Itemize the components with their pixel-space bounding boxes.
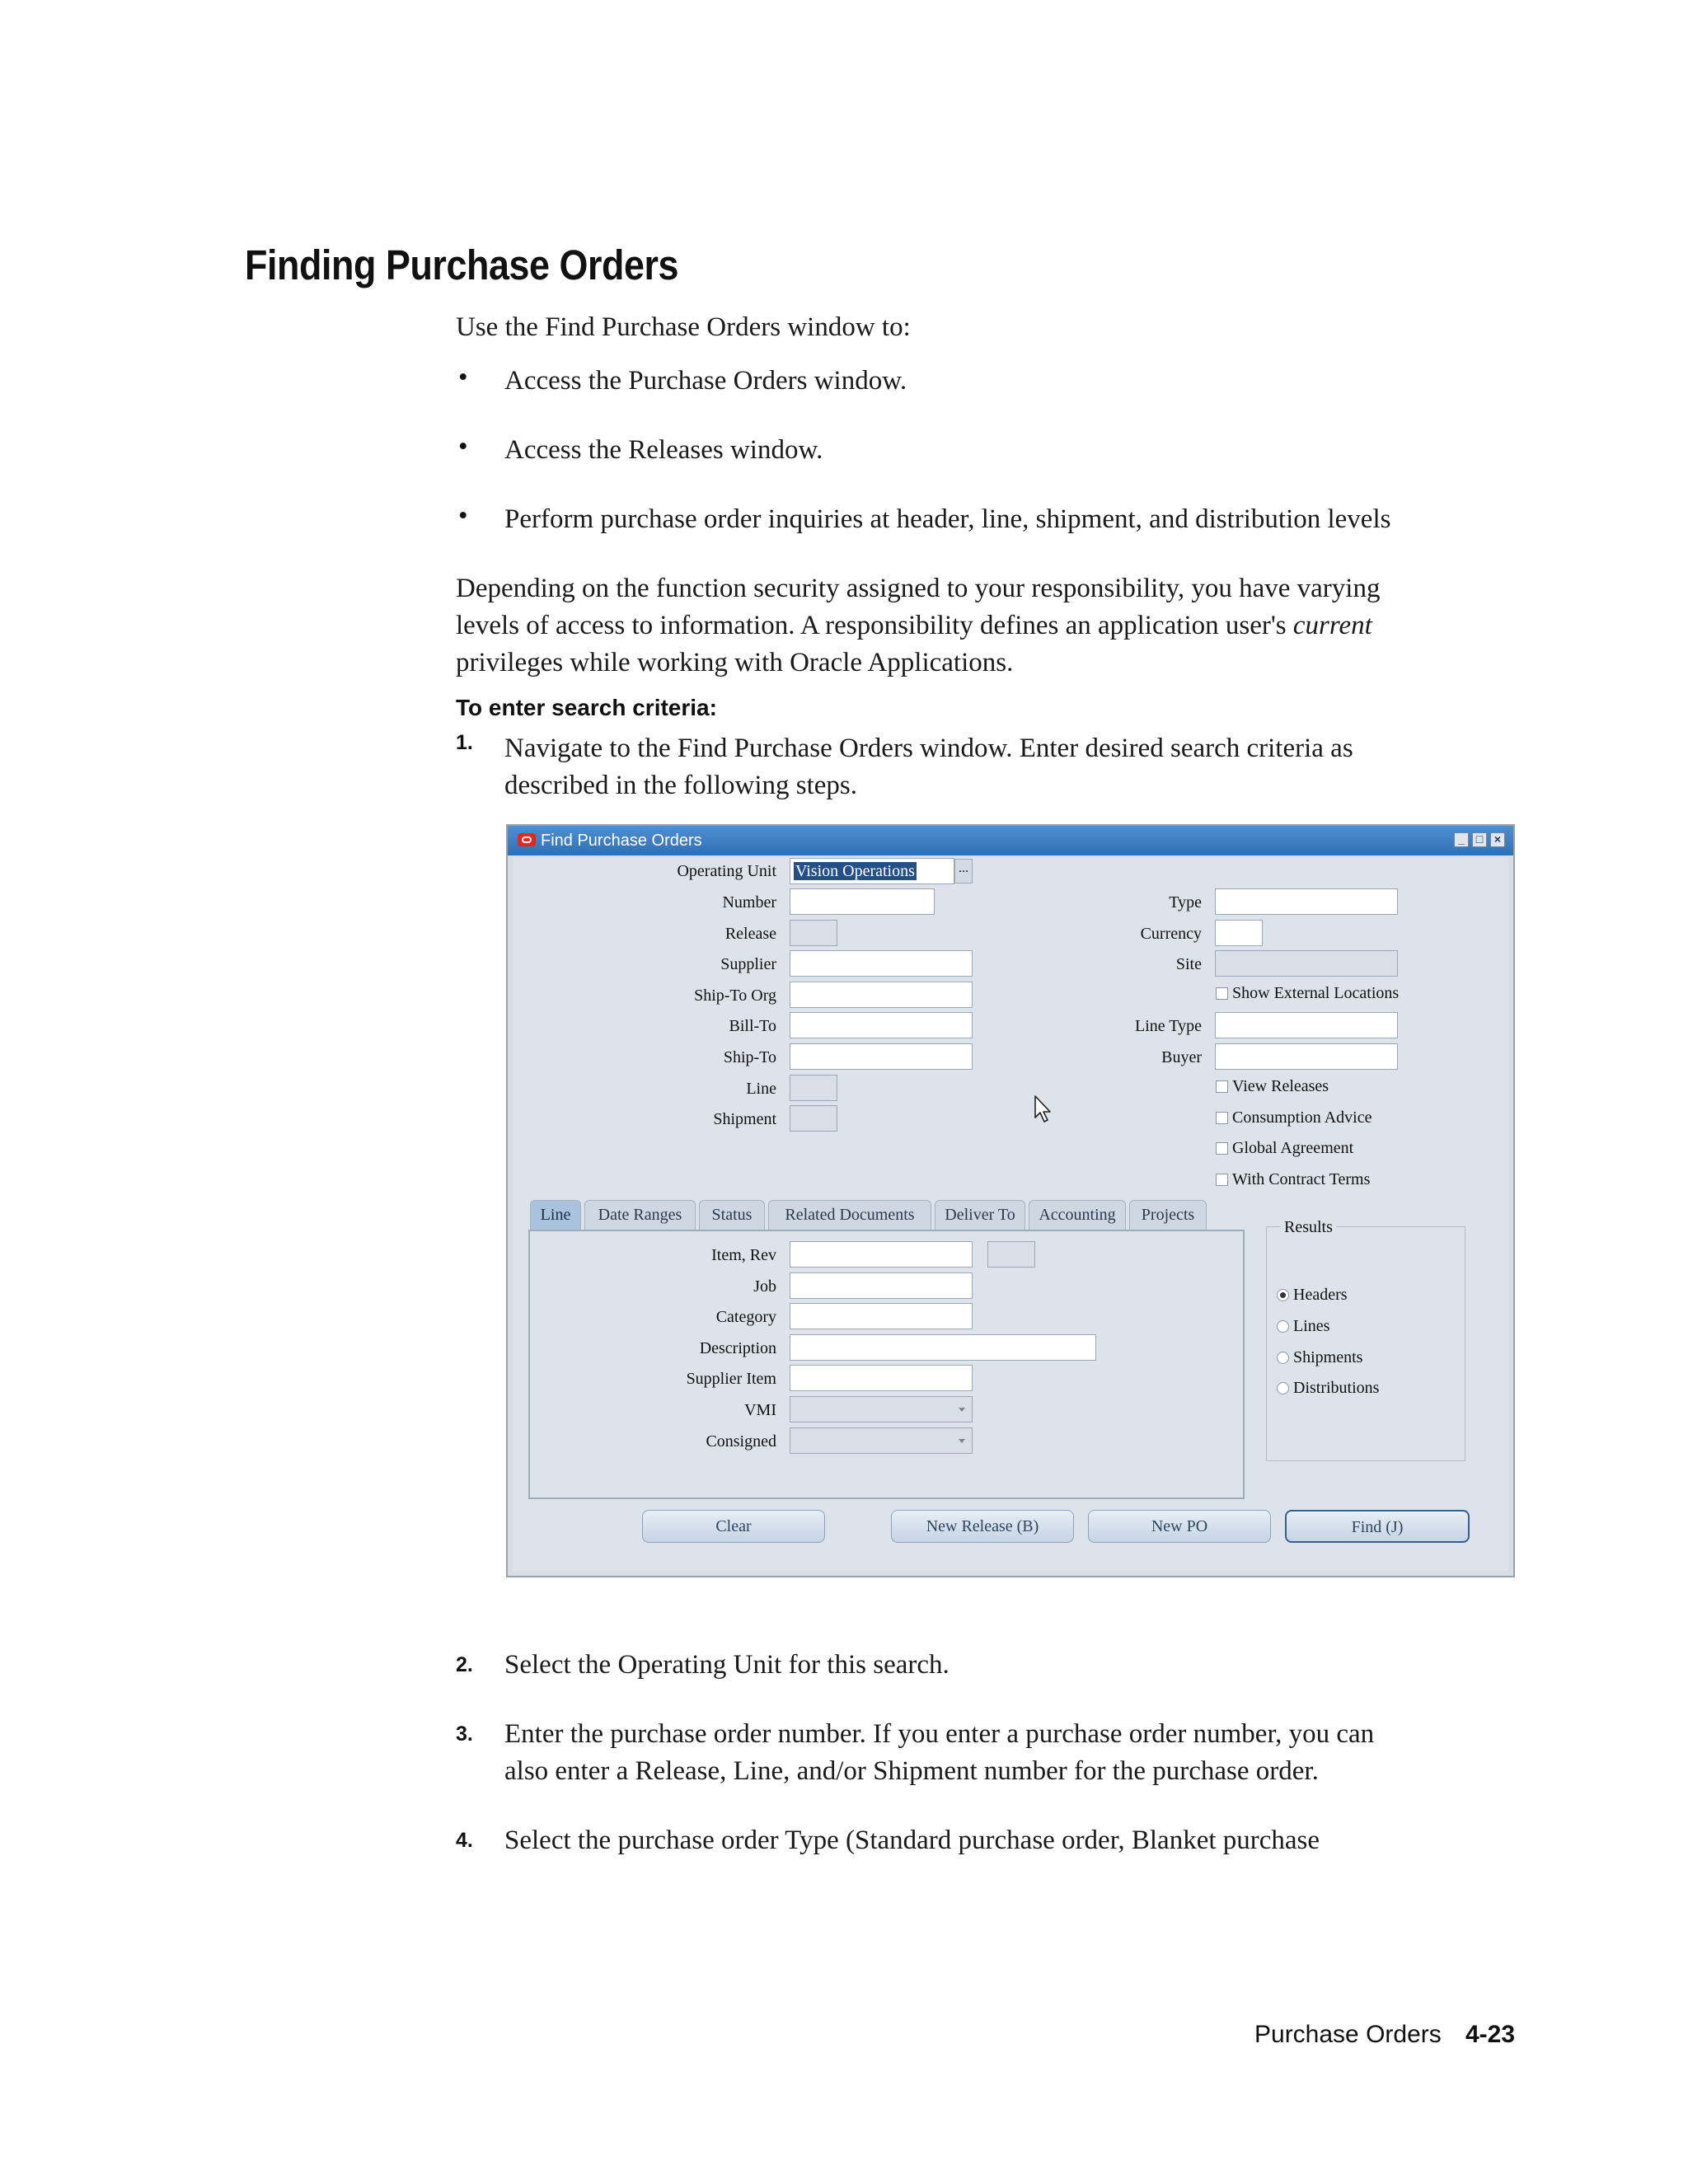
item-field[interactable]: [790, 1241, 973, 1268]
operating-unit-field[interactable]: Vision Operations: [790, 858, 954, 884]
description-label: Description: [699, 1339, 776, 1357]
line-field[interactable]: [790, 1075, 837, 1101]
chevron-down-icon[interactable]: [956, 1404, 968, 1415]
vmi-label: VMI: [744, 1401, 776, 1419]
window-title: Find Purchase Orders: [541, 832, 702, 850]
supplier-item-field[interactable]: [790, 1365, 973, 1391]
page-heading: Finding Purchase Orders: [245, 241, 679, 288]
access-paragraph-line1: Depending on the function security assigned to your responsibility, you have varying: [456, 574, 1381, 603]
new-release-button[interactable]: New Release (B): [891, 1510, 1074, 1543]
view-releases-checkbox[interactable]: [1216, 1080, 1228, 1093]
global-agreement-label: Global Agreement: [1232, 1139, 1354, 1157]
buyer-label: Buyer: [1161, 1048, 1202, 1066]
intro-text: Use the Find Purchase Orders window to:: [456, 312, 911, 342]
clear-button[interactable]: Clear: [642, 1510, 825, 1543]
results-lines-radio[interactable]: [1277, 1320, 1289, 1333]
line-type-field[interactable]: [1215, 1012, 1398, 1038]
consumption-advice-label: Consumption Advice: [1232, 1108, 1372, 1127]
ship-to-org-label: Ship-To Org: [694, 987, 776, 1005]
supplier-item-label: Supplier Item: [686, 1370, 776, 1388]
buyer-field[interactable]: [1215, 1043, 1398, 1070]
tab-deliver-to[interactable]: Deliver To: [935, 1200, 1025, 1230]
tab-line[interactable]: Line: [530, 1200, 581, 1230]
job-field[interactable]: [790, 1272, 973, 1299]
emphasis-current: current: [1292, 611, 1372, 640]
results-distributions-radio[interactable]: [1277, 1382, 1289, 1394]
bullet-item: Access the Purchase Orders window.: [504, 366, 907, 396]
access-paragraph-line3: privileges while working with Oracle Applications.: [456, 648, 1014, 677]
chevron-down-icon[interactable]: [956, 1435, 968, 1446]
line-type-label: Line Type: [1135, 1017, 1202, 1035]
close-icon[interactable]: ×: [1490, 832, 1505, 847]
bill-to-field[interactable]: [790, 1012, 973, 1038]
ship-to-org-field[interactable]: [790, 982, 973, 1008]
find-button[interactable]: Find (J): [1285, 1510, 1470, 1543]
results-headers-radio[interactable]: [1277, 1289, 1289, 1301]
step-number: 1.: [456, 731, 473, 754]
job-label: Job: [753, 1277, 776, 1296]
step-number: 3.: [456, 1722, 473, 1746]
step-text: Navigate to the Find Purchase Orders window. Enter desired search criteria as: [504, 733, 1353, 763]
type-label: Type: [1169, 893, 1202, 912]
release-field[interactable]: [790, 920, 837, 946]
with-contract-terms-checkbox[interactable]: [1216, 1174, 1228, 1186]
tab-status[interactable]: Status: [699, 1200, 765, 1230]
oracle-logo-icon: [518, 833, 536, 846]
tab-date-ranges[interactable]: Date Ranges: [584, 1200, 696, 1230]
step-text: described in the following steps.: [504, 771, 858, 800]
step-text: also enter a Release, Line, and/or Shipment number for the purchase order.: [504, 1756, 1319, 1786]
description-field[interactable]: [790, 1334, 1096, 1361]
bullet-item: Perform purchase order inquiries at header, line, shipment, and distribution levels: [504, 504, 1391, 534]
operating-unit-lov-button[interactable]: ...: [954, 859, 973, 883]
with-contract-terms-label: With Contract Terms: [1232, 1170, 1371, 1188]
minimize-icon[interactable]: _: [1454, 832, 1469, 847]
release-label: Release: [724, 925, 776, 943]
show-external-locations-checkbox[interactable]: [1216, 987, 1228, 1000]
maximize-icon[interactable]: □: [1472, 832, 1487, 847]
vmi-select[interactable]: [790, 1396, 973, 1422]
operating-unit-label: Operating Unit: [677, 862, 776, 880]
step-text: Select the Operating Unit for this search.: [504, 1650, 950, 1680]
step-number: 4.: [456, 1829, 473, 1852]
currency-label: Currency: [1140, 925, 1202, 943]
type-field[interactable]: [1215, 888, 1398, 915]
consigned-select[interactable]: [790, 1427, 973, 1454]
bill-to-label: Bill-To: [729, 1017, 776, 1035]
ship-to-label: Ship-To: [723, 1048, 776, 1066]
results-shipments-radio[interactable]: [1277, 1352, 1289, 1364]
results-title: Results: [1281, 1218, 1336, 1237]
site-field[interactable]: [1215, 950, 1398, 977]
mouse-pointer-icon: [1034, 1094, 1053, 1124]
currency-field[interactable]: [1215, 920, 1263, 946]
step-number: 2.: [456, 1653, 473, 1676]
view-releases-label: View Releases: [1232, 1077, 1329, 1095]
results-shipments-label: Shipments: [1293, 1348, 1363, 1366]
access-paragraph-line2: levels of access to information. A responsibility defines an application user's current: [456, 611, 1372, 640]
category-field[interactable]: [790, 1303, 973, 1329]
bullet-dot: •: [458, 432, 468, 462]
shipment-field[interactable]: [790, 1105, 837, 1132]
bullet-dot: •: [458, 501, 468, 531]
results-distributions-label: Distributions: [1293, 1379, 1380, 1397]
tab-projects[interactable]: Projects: [1129, 1200, 1207, 1230]
category-label: Category: [715, 1308, 776, 1326]
tab-accounting[interactable]: Accounting: [1029, 1200, 1126, 1230]
step-text: Enter the purchase order number. If you enter a purchase order number, you can: [504, 1719, 1375, 1749]
site-label: Site: [1175, 955, 1202, 973]
consigned-label: Consigned: [706, 1432, 776, 1451]
bullet-item: Access the Releases window.: [504, 435, 823, 465]
section-subheading: To enter search criteria:: [456, 695, 717, 720]
global-agreement-checkbox[interactable]: [1216, 1142, 1228, 1155]
supplier-label: Supplier: [720, 955, 776, 973]
results-group: [1266, 1226, 1465, 1461]
supplier-field[interactable]: [790, 950, 973, 977]
footer-page-number: 4-23: [1465, 2021, 1516, 2048]
new-po-button[interactable]: New PO: [1088, 1510, 1271, 1543]
tab-related-documents[interactable]: Related Documents: [768, 1200, 931, 1230]
results-lines-label: Lines: [1293, 1317, 1330, 1335]
shipment-label: Shipment: [713, 1110, 776, 1128]
ship-to-field[interactable]: [790, 1043, 973, 1070]
number-label: Number: [722, 893, 776, 912]
consumption-advice-checkbox[interactable]: [1216, 1112, 1228, 1124]
footer-section-title: Purchase Orders: [1254, 2021, 1442, 2048]
window-titlebar: [508, 826, 1513, 855]
step-text: Select the purchase order Type (Standard purchase order, Blanket purchase: [504, 1825, 1320, 1855]
revision-field[interactable]: [987, 1241, 1035, 1268]
item-rev-label: Item, Rev: [711, 1246, 776, 1264]
results-headers-label: Headers: [1293, 1286, 1348, 1304]
bullet-dot: •: [458, 363, 468, 392]
show-external-locations-label: Show External Locations: [1232, 984, 1400, 1002]
number-field[interactable]: [790, 888, 935, 915]
line-label: Line: [746, 1080, 776, 1098]
